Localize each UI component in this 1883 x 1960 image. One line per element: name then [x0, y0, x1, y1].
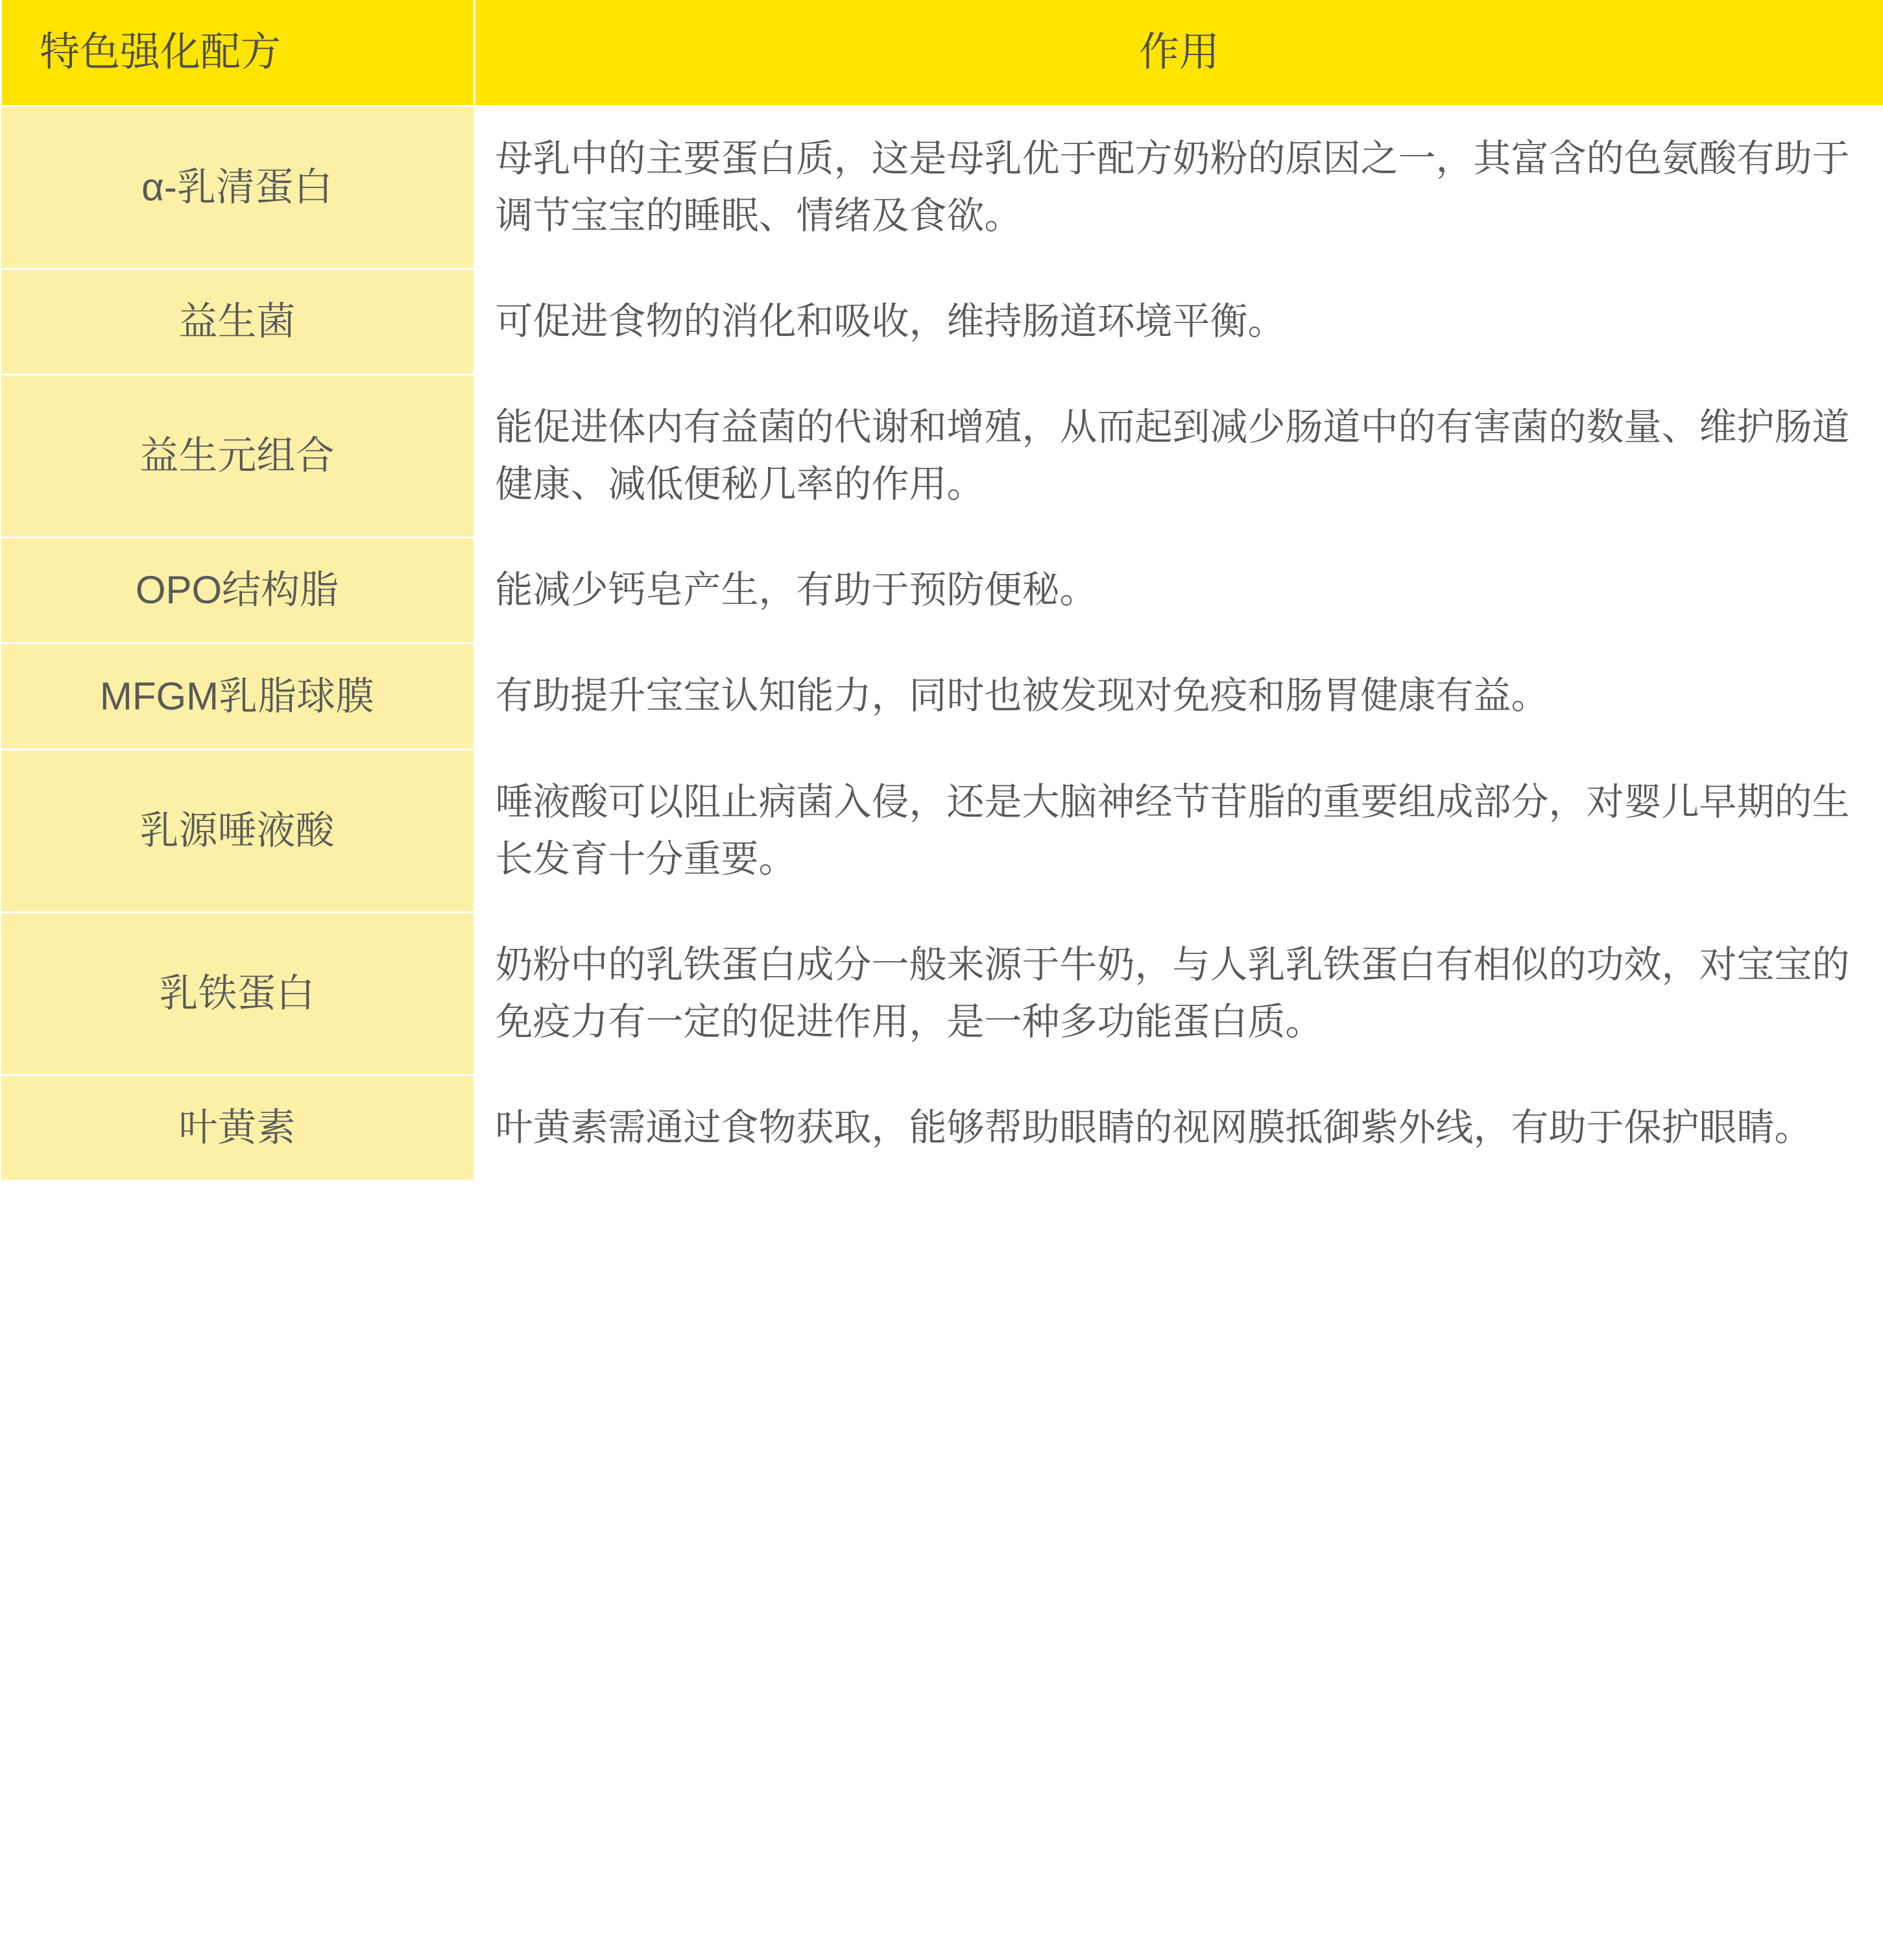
table-row — [1, 1075, 1883, 1181]
cell-formula-effect: 奶粉中的乳铁蛋白成分一般来源于牛奶，与人乳乳铁蛋白有相似的功效，对宝宝的免疫力有一定的促进作用，是一种多功能蛋白质。 — [475, 912, 1883, 1075]
table-row — [1, 269, 1883, 374]
cell-formula-effect: 叶黄素需通过食物获取，能够帮助眼睛的视网膜抵御紫外线，有助于保护眼睛。 — [475, 1075, 1883, 1181]
cell-formula-name: 益生菌 — [1, 269, 475, 374]
column-header-formula: 特色强化配方 — [1, 0, 475, 106]
cell-formula-name: α-乳清蛋白 — [1, 106, 475, 269]
cell-formula-name: 叶黄素 — [1, 1075, 475, 1181]
cell-formula-effect: 母乳中的主要蛋白质，这是母乳优于配方奶粉的原因之一，其富含的色氨酸有助于调节宝宝的睡眠、情绪及食欲。 — [475, 106, 1883, 269]
cell-formula-name: 乳源唾液酸 — [1, 749, 475, 912]
cell-formula-name: 乳铁蛋白 — [1, 912, 475, 1075]
table-header-row — [1, 0, 1883, 106]
table-row — [1, 538, 1883, 643]
cell-formula-effect: 能减少钙皂产生，有助于预防便秘。 — [475, 538, 1883, 643]
table-row — [1, 912, 1883, 1075]
cell-formula-effect: 有助提升宝宝认知能力，同时也被发现对免疫和肠胃健康有益。 — [475, 643, 1883, 749]
column-header-effect: 作用 — [475, 0, 1883, 106]
table-row — [1, 106, 1883, 269]
table-body — [1, 106, 1883, 1181]
cell-formula-effect: 可促进食物的消化和吸收，维持肠道环境平衡。 — [475, 269, 1883, 374]
table-row — [1, 749, 1883, 912]
cell-formula-name: OPO结构脂 — [1, 538, 475, 643]
cell-formula-name: 益生元组合 — [1, 374, 475, 537]
table-row — [1, 374, 1883, 537]
table-row — [1, 643, 1883, 749]
cell-formula-effect: 能促进体内有益菌的代谢和增殖，从而起到减少肠道中的有害菌的数量、维护肠道健康、减低便秘几率的作用。 — [475, 374, 1883, 537]
table-header — [1, 0, 1883, 106]
cell-formula-effect: 唾液酸可以阻止病菌入侵，还是大脑神经节苷脂的重要组成部分，对婴儿早期的生长发育十分重要。 — [475, 749, 1883, 912]
cell-formula-name: MFGM乳脂球膜 — [1, 643, 475, 749]
